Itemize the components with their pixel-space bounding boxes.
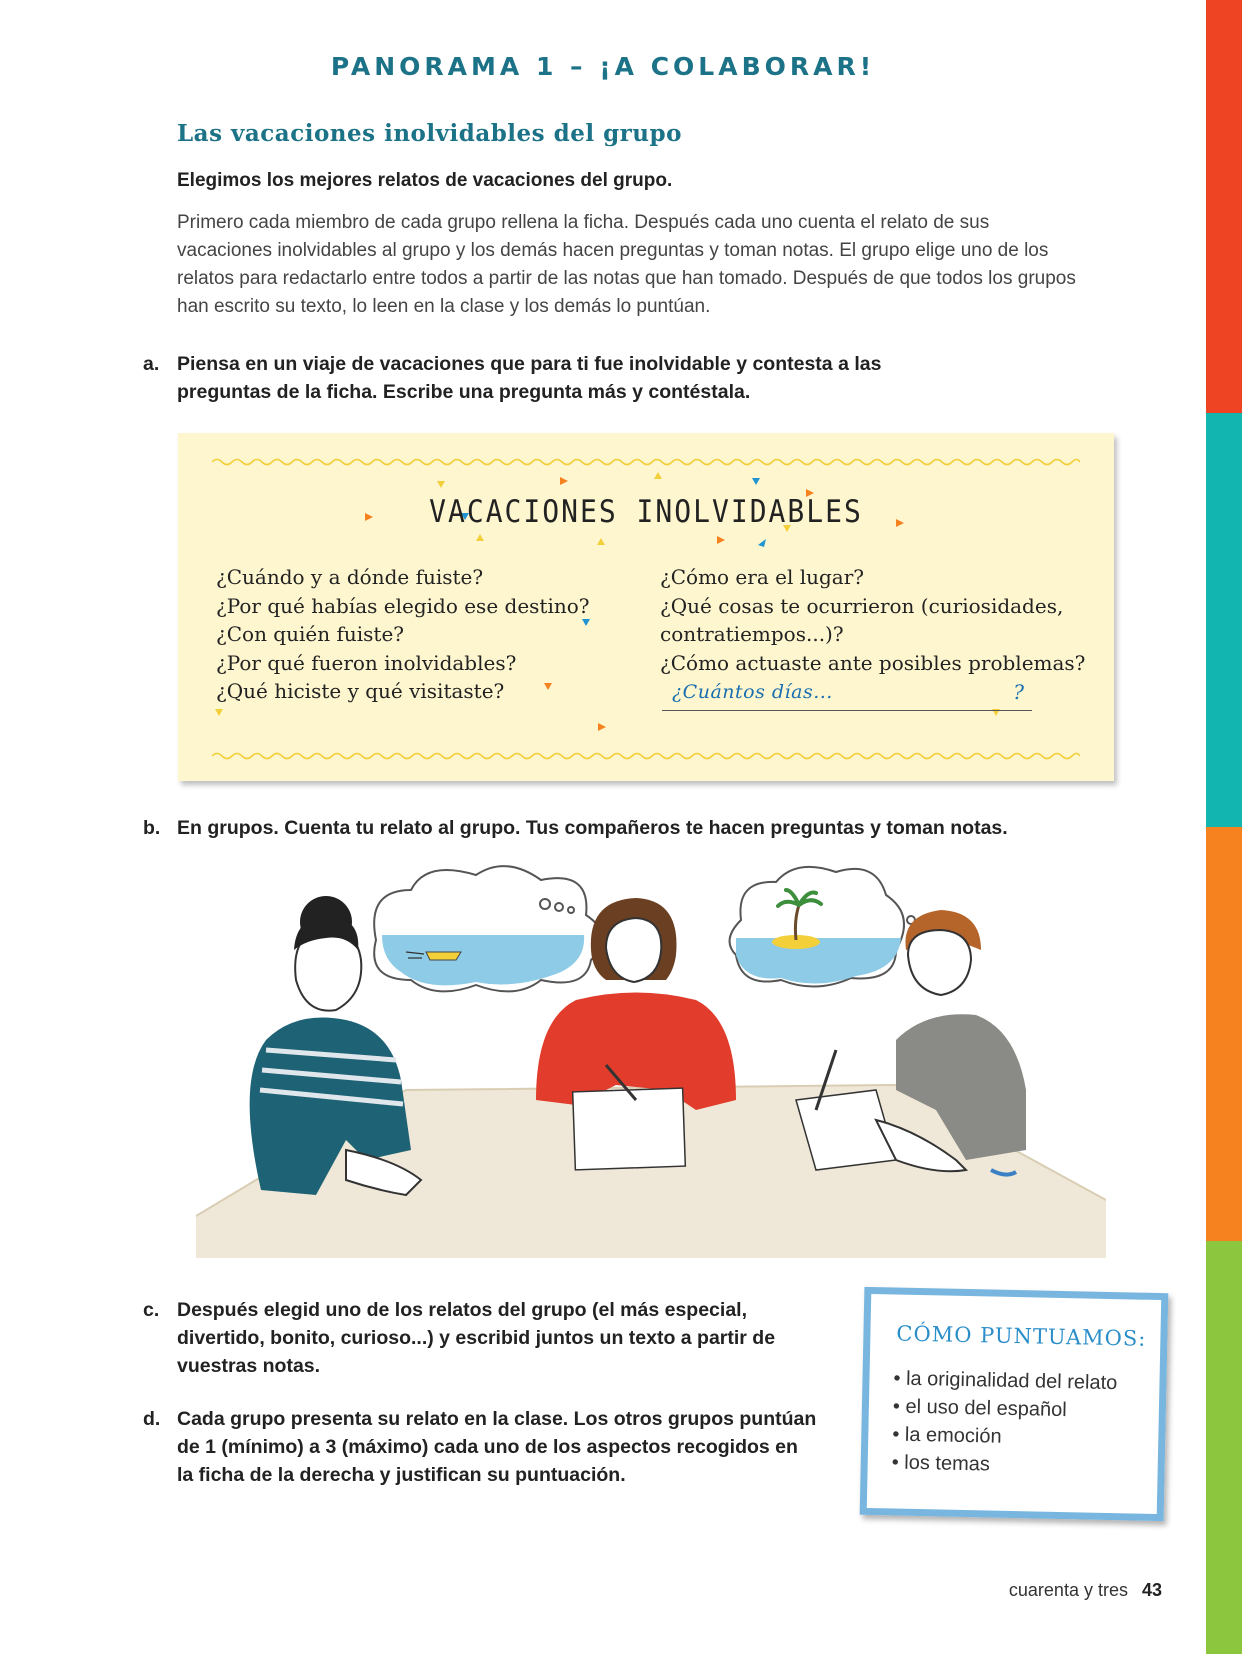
page-number: 43	[1141, 1580, 1162, 1600]
page-footer	[1009, 1580, 1162, 1601]
task-letter: c.	[143, 1299, 160, 1321]
group-discussion-illustration	[196, 860, 1106, 1258]
list-item: • la emoción	[892, 1420, 1116, 1453]
list-item: • los temas	[891, 1448, 1115, 1481]
form-title: VACACIONES INOLVIDABLES	[429, 493, 863, 530]
form-question: ¿Cuándo y a dónde fuiste?	[216, 565, 484, 589]
side-stripe-orange	[1206, 827, 1242, 1241]
handwritten-question: ¿Cuántos días...	[672, 681, 833, 703]
form-question: ¿Con quién fuiste?	[216, 622, 404, 646]
side-stripe-green	[1206, 1241, 1242, 1654]
handwritten-answer-line[interactable]	[662, 680, 1032, 711]
form-question: ¿Por qué habías elegido ese destino?	[216, 593, 590, 618]
form-question: ¿Qué cosas te ocurrieron (curiosidades,	[660, 593, 1064, 618]
form-question: ¿Qué hiciste y qué visitaste?	[216, 679, 505, 703]
side-stripe-red	[1206, 0, 1242, 413]
scoring-title: CÓMO PUNTUAMOS:	[896, 1321, 1147, 1351]
side-stripe-teal	[1206, 413, 1242, 827]
list-item: • el uso del español	[893, 1392, 1117, 1425]
scoring-box	[860, 1287, 1169, 1521]
handwritten-question-mark: ?	[1013, 680, 1024, 704]
task-text: Después elegid uno de los relatos del grupo (el más especial, divertido, bonito, curioso...) y escribid juntos un texto a partir de vuestras notas.	[177, 1299, 776, 1377]
section-subtitle: Elegimos los mejores relatos de vacaciones del grupo.	[177, 170, 673, 191]
task-text: En grupos. Cuenta tu relato al grupo. Tus compañeros te hacen preguntas y toman notas.	[177, 817, 1008, 839]
vacation-form-card	[178, 433, 1114, 781]
task-letter: d.	[143, 1408, 161, 1430]
scoring-list	[891, 1364, 1117, 1481]
form-question: ¿Cómo era el lugar?	[660, 565, 864, 589]
task-letter: a.	[143, 353, 160, 375]
list-item: • la originalidad del relato	[893, 1364, 1117, 1397]
form-question: ¿Cómo actuaste ante posibles problemas?	[660, 650, 1086, 675]
page-title: PANORAMA 1 – ¡A COLABORAR!	[330, 52, 876, 81]
form-questions-left	[216, 563, 596, 706]
task-text: Cada grupo presenta su relato en la clase. Los otros grupos puntúan de 1 (mínimo) a 3 (máximo) cada uno de los aspectos recogidos en la ficha de la derecha y justifican su puntuación.	[177, 1408, 817, 1486]
form-question: ¿Por qué fueron inolvidables?	[216, 650, 517, 675]
form-question: contratiempos...)?	[660, 622, 844, 646]
section-title: Las vacaciones inolvidables del grupo	[177, 120, 682, 147]
task-text: Piensa en un viaje de vacaciones que para ti fue inolvidable y contesta a las preguntas de la ficha. Escribe una pregunta más y contéstala.	[177, 353, 882, 403]
page-number-words: cuarenta y tres	[1008, 1580, 1128, 1600]
form-questions-right	[660, 563, 1090, 677]
task-letter: b.	[143, 817, 161, 839]
intro-paragraph: Primero cada miembro de cada grupo rellena la ficha. Después cada uno cuenta el relato de sus vacaciones inolvidables al grupo y los demás hacen preguntas y toman notas. El grupo elige uno de los relatos para redactarlo entre todos a partir de las notas que han tomado. Después de que todos los grupos han escrito su texto, lo leen en la clase y los demás lo puntúan.	[177, 212, 1076, 317]
